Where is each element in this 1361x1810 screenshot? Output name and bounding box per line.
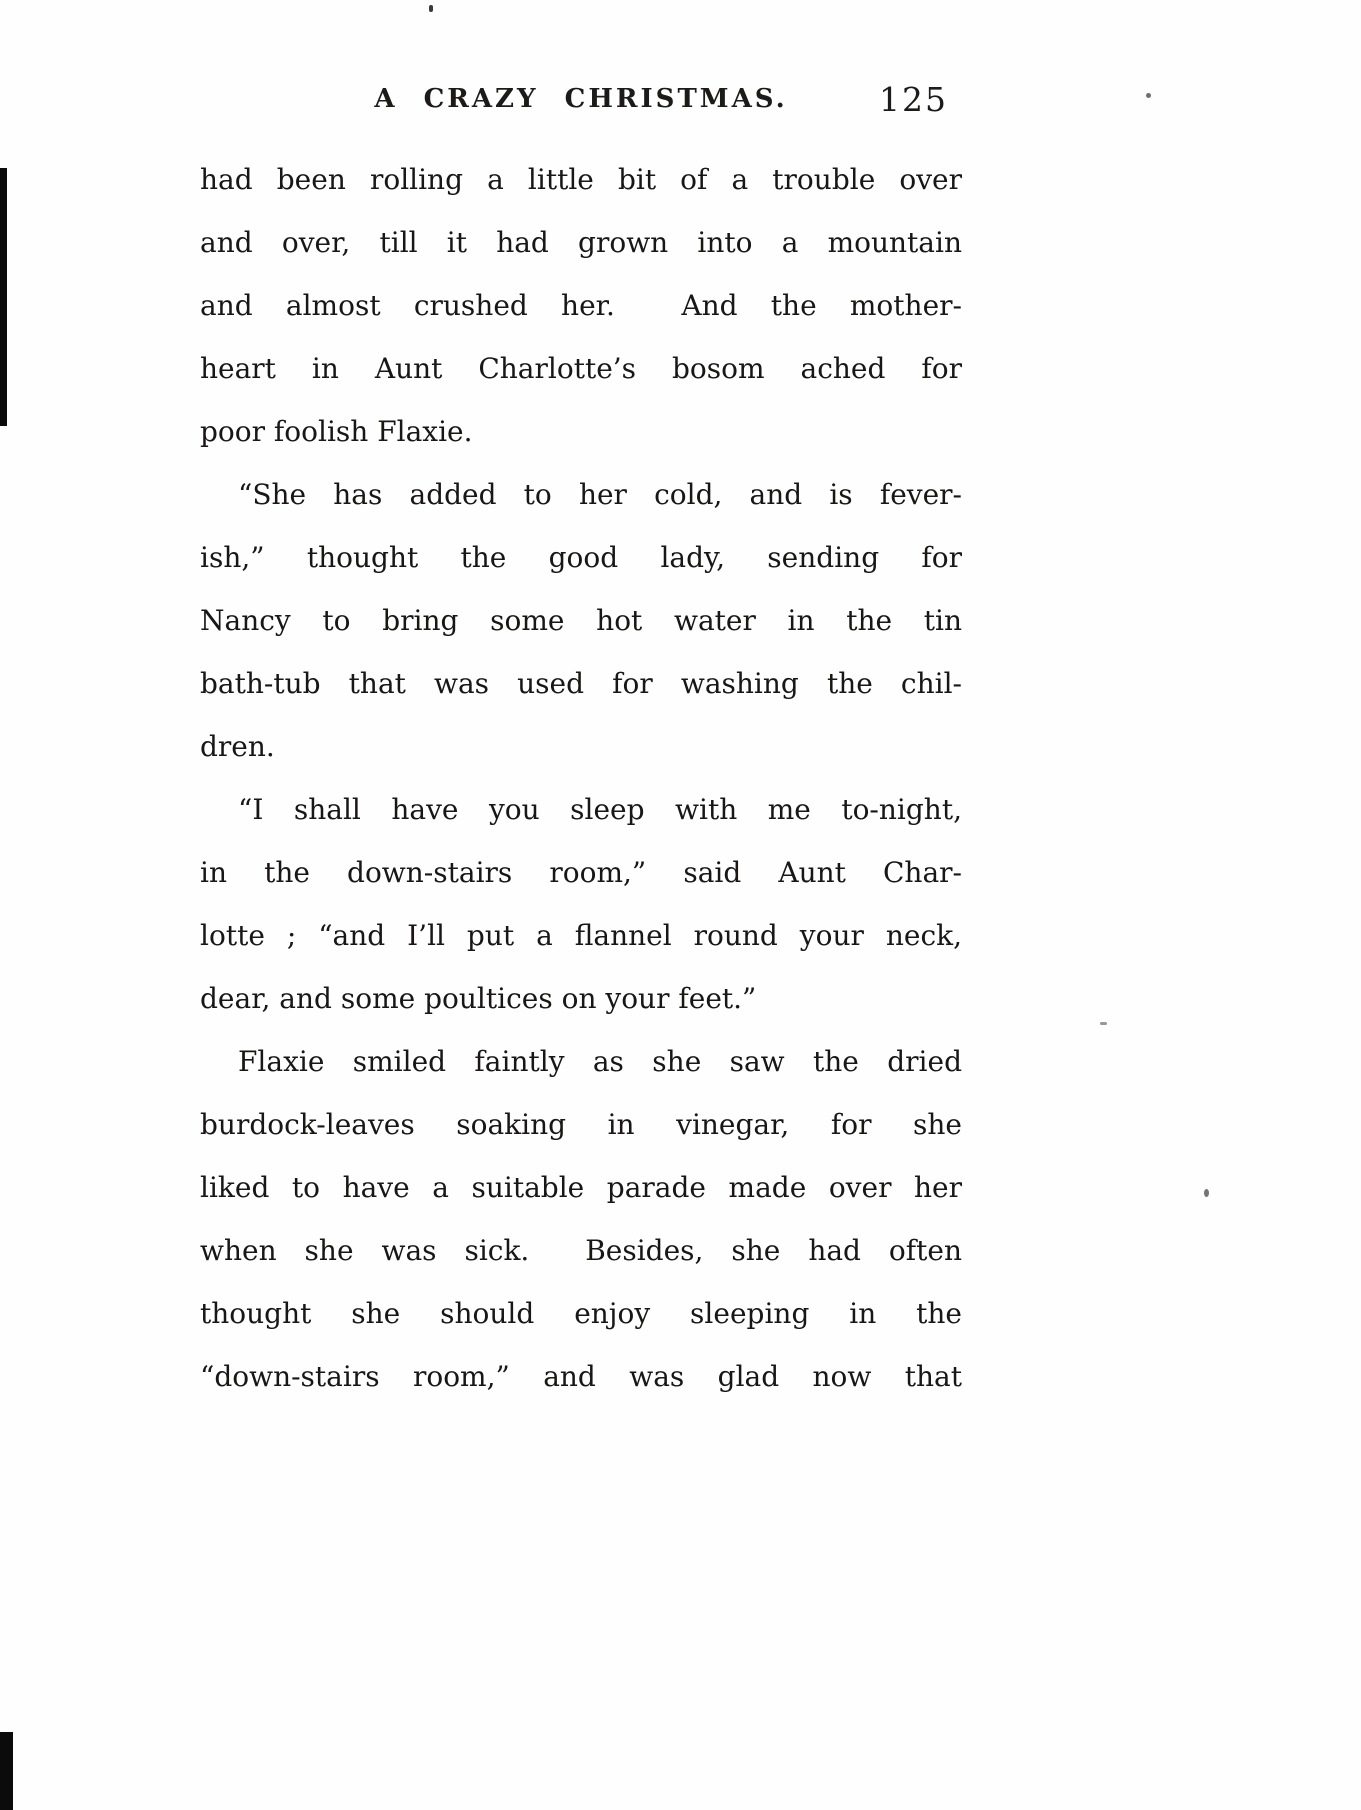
body-text: [200, 148, 962, 1408]
text-line: had been rolling a little bit of a trouble over: [200, 163, 962, 196]
text-line: and almost crushed her. And the mother-: [200, 289, 962, 322]
scan-artifact-left-bar-top: [0, 168, 7, 426]
text-line: when she was sick. Besides, she had often: [200, 1234, 962, 1267]
text-line: dear, and some poultices on your feet.”: [200, 982, 757, 1015]
text-line: heart in Aunt Charlotte’s bosom ached for: [200, 352, 962, 385]
text-line: “down-stairs room,” and was glad now that: [200, 1360, 962, 1393]
text-line: dren.: [200, 730, 275, 763]
text-line: ish,” thought the good lady, sending for: [200, 541, 962, 574]
text-line: burdock-leaves soaking in vinegar, for she: [200, 1108, 962, 1141]
scan-artifact-speck: [1100, 1022, 1107, 1025]
text-line: in the down-stairs room,” said Aunt Char-: [200, 856, 962, 889]
scan-artifact-left-bar-bottom: [0, 1732, 13, 1810]
text-line: lotte ; “and I’ll put a flannel round your neck,: [200, 919, 962, 952]
text-line: liked to have a suitable parade made over her: [200, 1171, 962, 1204]
text-line: Flaxie smiled faintly as she saw the dried: [238, 1045, 962, 1078]
page-number: 125: [879, 80, 948, 119]
text-line: poor foolish Flaxie.: [200, 415, 473, 448]
text-line: and over, till it had grown into a mountain: [200, 226, 962, 259]
text-line: thought she should enjoy sleeping in the: [200, 1297, 962, 1330]
running-title: A CRAZY CHRISTMAS.: [374, 84, 788, 114]
page-header: [200, 80, 962, 124]
scan-artifact-speck: [1204, 1189, 1209, 1197]
text-line: “She has added to her cold, and is fever-: [238, 478, 962, 511]
scan-artifact-speck: [429, 5, 433, 12]
scan-artifact-speck: [1146, 93, 1151, 98]
text-line: “I shall have you sleep with me to-night,: [238, 793, 962, 826]
text-line: bath-tub that was used for washing the chil-: [200, 667, 962, 700]
text-line: Nancy to bring some hot water in the tin: [200, 604, 962, 637]
